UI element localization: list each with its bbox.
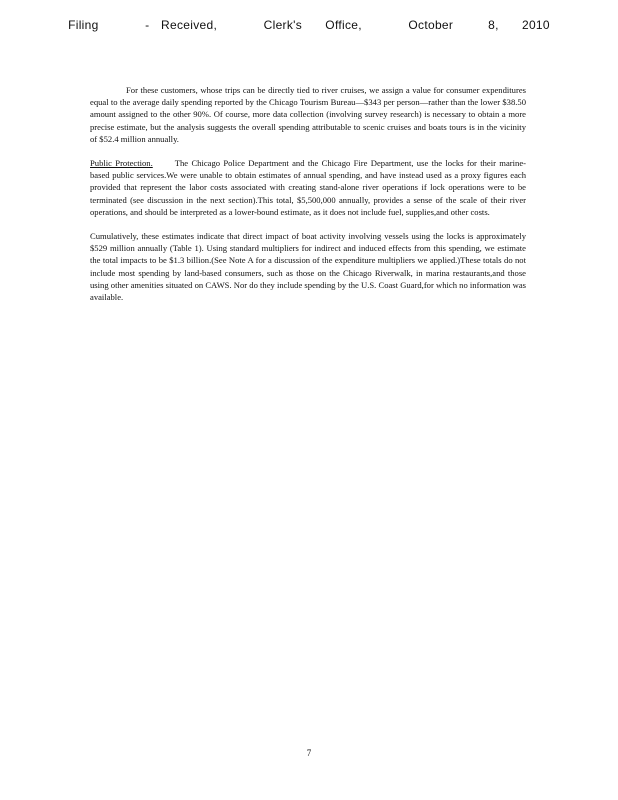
paragraph-cumulative-impact bbox=[90, 230, 526, 303]
document-body bbox=[90, 84, 526, 315]
filing-header: Filing - Received, Clerk's Office, October 8, 2010 bbox=[68, 18, 550, 32]
page-number: 7 bbox=[306, 748, 312, 758]
section-lead-public-protection: Public Protection. bbox=[90, 158, 153, 169]
paragraph-text: The Chicago Police Department and the Chicago Fire Department, use the locks for their marine-based public services.We were unable to obtain estimates of annual spending, and have instead used as a proxy figures each provided that represent the labor costs associated with creating stand-alone river operations if lock operations were to be terminated (see discussion in the next section).This total, $5,500,000 annually, provides a sense of the scale of their river operations, and should be interpreted as a lower-bound estimate, as it does not include fuel, supplies,and other costs. bbox=[90, 158, 526, 217]
paragraph-public-protection bbox=[90, 157, 526, 218]
paragraph-text: For these customers, whose trips can be directly tied to river cruises, we assign a value for consumer expenditures equal to the average daily spending reported by the Chicago Tourism Bureau—$343 per person—rather than the lower $38.50 amount assigned to the other 90%. Of course, more data collection (involving survey research) is necessary to obtain a more precise estimate, but the analysis suggests the overall spending attributable to scenic cruises and boats tours is in the vicinity of $52.4 million annually. bbox=[90, 85, 526, 144]
paragraph-customer-spending bbox=[90, 84, 526, 145]
paragraph-text: Cumulatively, these estimates indicate that direct impact of boat activity involving vessels using the locks is approximately $529 million annually (Table 1). Using standard multipliers for indirect and induced effects from this spending, we estimate the total impacts to be $1.3 billion.(See Note A for a discussion of the expenditure multipliers we applied.)These totals do not include most spending by land-based consumers, such as those on the Chicago Riverwalk, in marina restaurants,and those using other amenities situated on CAWS. Nor do they include spending by the U.S. Coast Guard,for which no information was available. bbox=[90, 231, 526, 303]
